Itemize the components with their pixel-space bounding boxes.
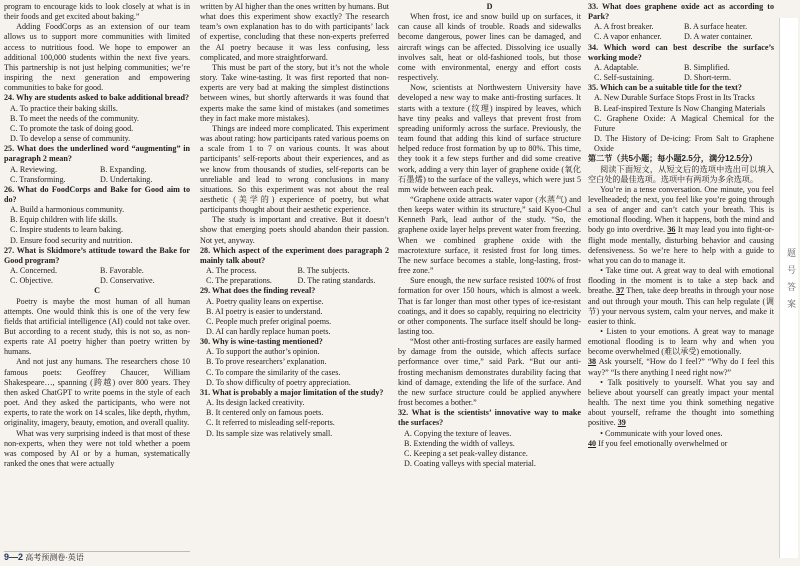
series-title: 高考预测卷·英语 bbox=[25, 553, 84, 562]
question-24: 24. Why are students asked to bake additional bread? bbox=[4, 93, 190, 103]
option[interactable]: C. To compare the similarity of the cases. bbox=[206, 367, 341, 377]
paragraph-text: It may lead you into fight-or-flight mode mentally, disturbing behavior and causing defensiveness. So we’re here to help with a guide to what you can do to manage it. bbox=[588, 225, 775, 265]
option[interactable]: B. Simplified. bbox=[684, 62, 730, 72]
blank-39[interactable]: 39 bbox=[617, 418, 626, 428]
section-2-heading: 第二节（共5小题；每小题2.5分，满分12.5分） bbox=[588, 154, 758, 164]
blank-37[interactable]: 37 bbox=[616, 286, 625, 296]
option[interactable]: B. Favorable. bbox=[100, 266, 144, 276]
paragraph: written by AI higher than the ones written by humans. But what does this experiment show exactly? The research team’s own explanation has to do with participants’ lack of expertise, concluding that these non-experts preferred the AI poetry because it was less confusing, less complicated, and more straightforward. bbox=[200, 2, 389, 62]
paragraph bbox=[588, 357, 774, 377]
question-27: 27. What is Skidmore’s attitude toward the Bake for Good program? bbox=[4, 245, 190, 265]
option[interactable]: A. Its design lacked creativity. bbox=[206, 398, 305, 408]
option[interactable]: A. The process. bbox=[206, 266, 257, 276]
option[interactable]: C. A vapor enhancer. bbox=[594, 32, 662, 42]
option[interactable]: D. The rating standards. bbox=[297, 276, 376, 286]
question-35: 35. Which can be a suitable title for the text? bbox=[588, 83, 742, 93]
option[interactable]: B. Equip children with life skills. bbox=[10, 215, 118, 225]
option[interactable]: A. Copying the texture of leaves. bbox=[404, 428, 512, 438]
section-heading-c: C bbox=[94, 286, 100, 296]
paragraph-text: Then, take deep breaths in through your nose and out through your mouth. This can help regulate (调节) your nervous system, calm your nerves, and make it easier to think. bbox=[588, 286, 774, 326]
paragraph: The study is important and creative. But it doesn’t show that emerging poets should abandon their passion. Not yet, anyway. bbox=[200, 215, 389, 245]
option[interactable]: D. Coating valleys with special material. bbox=[404, 459, 536, 469]
paragraph: program to encourage kids to look closely at what is in their foods and get excited about baking.” bbox=[4, 2, 190, 22]
paragraph: • Communicate with your loved ones. bbox=[600, 428, 723, 438]
option[interactable]: D. Conservative. bbox=[100, 276, 155, 286]
option[interactable]: D. Undertaking. bbox=[100, 174, 153, 184]
question-30: 30. Why is wine-tasting mentioned? bbox=[200, 337, 323, 347]
paragraph: Adding FoodCorps as an extension of our team allows us to support more communities with limited access to nutritious food. We hope to empower an additional 100,000 students within the next five years. This partnership is not just helping communities; we’re inspiring the next generation and empowering communities to bake for good. bbox=[4, 22, 190, 93]
option[interactable]: D. Ensure food security and nutrition. bbox=[10, 235, 133, 245]
option[interactable]: B. Extending the width of valleys. bbox=[404, 438, 515, 448]
column-3 bbox=[398, 2, 581, 469]
option[interactable]: B. The subjects. bbox=[297, 266, 350, 276]
option[interactable]: C. To promote the task of doing good. bbox=[10, 123, 134, 133]
paragraph: Things are indeed more complicated. This experiment was about rating: how participants rated various poems on a scale from 1 to 7 on various counts. It was about participants’ self-reports about their experiences, and as we know from thousands of studies, self-reports can be unreliable and lead to wrong conclusions in many situations. So this experiment was not about the real aesthetic (美学的) experience of poetry, but what participants thought about their aesthetic experience. bbox=[200, 123, 389, 215]
page-footer bbox=[4, 551, 190, 564]
section-heading-d: D bbox=[486, 2, 493, 11]
column-2 bbox=[200, 2, 389, 439]
paragraph: Now, scientists at Northwestern University have developed a new way to make anti-frosting surfaces. It starts with a texture (纹理) inspired by leaves, which have tiny peaks and valleys that prevent frost from spreading uniformly across the surface. Previously, the team found that adding this kind of surface structure helped reduce frost formation by up to 80%. This time, they took it a few steps further and did some creative work, adding a very thin layer of graphene oxide (氧化石墨烯) to the surface of the valleys, which were just 5 mm wide between each peak. bbox=[398, 83, 581, 194]
option[interactable]: A. To support the author’s opinion. bbox=[206, 347, 320, 357]
option[interactable]: A. Reviewing. bbox=[10, 164, 57, 174]
option[interactable]: B. To meet the needs of the community. bbox=[10, 113, 139, 123]
paragraph: Poetry is maybe the most human of all human attempts. One would think this is one of the very few fields that artificial intelligence (AI) could not take over. But according to a recent study, this is not so, as non-experts rate AI poetry higher than poetry written by humans. bbox=[4, 296, 190, 357]
option[interactable]: D. Its sample size was relatively small. bbox=[206, 428, 333, 438]
column-1 bbox=[4, 2, 190, 469]
option[interactable]: C. Transforming. bbox=[10, 174, 66, 184]
option[interactable]: D. A water container. bbox=[684, 32, 753, 42]
question-33: 33. What does graphene oxide act as according to Park? bbox=[588, 2, 774, 22]
blank-40[interactable]: 40 bbox=[588, 438, 597, 448]
paragraph: What was very surprising indeed is that most of these non-experts, when they were not told whether a poem was composed by AI or by a human, systematically ranked the ones that were actually bbox=[4, 428, 190, 469]
question-28: 28. Which aspect of the experiment does paragraph 2 mainly talk about? bbox=[200, 245, 389, 265]
option[interactable]: A. Poetry quality leans on expertise. bbox=[206, 296, 324, 306]
paragraph bbox=[588, 266, 774, 327]
option[interactable]: B. Expanding. bbox=[100, 164, 147, 174]
option[interactable]: C. Graphene Oxide: A Magical Chemical for the Future bbox=[594, 113, 774, 133]
column-4 bbox=[588, 2, 774, 449]
option[interactable]: D. AI can hardly replace human poets. bbox=[206, 327, 331, 336]
option[interactable]: B. AI poetry is easier to understand. bbox=[206, 306, 323, 316]
blank-36[interactable]: 36 bbox=[667, 225, 676, 235]
blank-38[interactable]: 38 bbox=[588, 357, 597, 367]
sidebar-label: 题号答案 bbox=[785, 248, 795, 316]
option[interactable]: D. To develop a sense of community. bbox=[10, 134, 131, 144]
paragraph: “Graphene oxide attracts water vapor (水蒸气) and then keeps water within its structure,” said Kyoo-Chul Kenneth Park, lead author of the study. “So, the graphene oxide layer helps prevent water from freezing. When we combined graphene oxide with the macrotexture surface, it resisted frost for long times. The new surface becomes a stable, long-lasting, frost-free zone.” bbox=[398, 194, 581, 276]
paragraph bbox=[588, 378, 774, 429]
question-29: 29. What does the finding reveal? bbox=[200, 286, 316, 296]
paragraph bbox=[588, 439, 774, 449]
question-31: 31. What is probably a major limitation of the study? bbox=[200, 387, 384, 397]
option[interactable]: A. New Durable Surface Stops Frost in Its Tracks bbox=[594, 93, 755, 103]
option[interactable]: B. Leaf-inspired Texture Is Now Changing Materials bbox=[594, 103, 766, 113]
option[interactable]: A. Concerned. bbox=[10, 266, 57, 276]
option[interactable]: C. The preparations. bbox=[206, 276, 272, 286]
paragraph: When frost, ice and snow build up on surfaces, it can cause all kinds of trouble. Roads and sidewalks become dangerous, power lines can be damaged, and aircraft wings can be affected. Dissolving ice usually involves salt, heat or old-fashioned tools, but those come with environmental, energy and effort costs respectively. bbox=[398, 12, 581, 83]
option[interactable]: C. It referred to misleading self-reports. bbox=[206, 418, 335, 428]
option[interactable]: B. A surface heater. bbox=[684, 22, 748, 32]
page-number: 9—2 bbox=[4, 552, 24, 562]
option[interactable]: A. Adaptable. bbox=[594, 62, 639, 72]
paragraph-text: • Take time out. A great way to deal with emotional flooding in the moment is to take a step back and breathe. bbox=[588, 266, 774, 296]
paragraph bbox=[588, 185, 774, 266]
option[interactable]: D. The History of De-icing: From Salt to Graphene Oxide bbox=[594, 134, 774, 154]
option[interactable]: A. Build a harmonious community. bbox=[10, 205, 125, 215]
paragraph-text: You’re in a tense conversation. One minute, you feel levelheaded; the next, you feel like you’re going through a sea of anger and can’t catch your breath. This is emotional flooding. When it happens, both the mind and body go into overdrive. bbox=[588, 184, 774, 235]
option[interactable]: D. To show difficulty of poetry appreciation. bbox=[206, 377, 351, 387]
question-32: 32. What is the scientists’ innovative way to make the surfaces? bbox=[398, 408, 581, 428]
option[interactable]: D. Short-term. bbox=[684, 73, 731, 83]
question-26: 26. What do FoodCorps and Bake for Good aim to do? bbox=[4, 184, 190, 204]
option[interactable]: C. Objective. bbox=[10, 276, 53, 286]
option[interactable]: B. To prove researchers’ explanation. bbox=[206, 357, 327, 367]
option[interactable]: B. It centered only on famous poets. bbox=[206, 408, 324, 418]
answer-sidebar bbox=[779, 18, 798, 558]
paragraph: • Listen to your emotions. A great way to manage emotional flooding is to learn why and when you become overwhelmed (难以承受) emotionally. bbox=[588, 327, 774, 357]
question-34: 34. Which word can best describe the surface’s working mode? bbox=[588, 42, 774, 62]
option[interactable]: C. Self-sustaining. bbox=[594, 73, 655, 83]
question-25: 25. What does the underlined word “augmenting” in paragraph 2 mean? bbox=[4, 144, 190, 164]
option[interactable]: C. Inspire students to learn baking. bbox=[10, 225, 124, 235]
option[interactable]: A. To practice their baking skills. bbox=[10, 103, 118, 113]
section-2-instructions: 阅读下面短文，从短文后的选项中选出可以填入空白处的最佳选项。选项中有两项为多余选项。 bbox=[588, 164, 774, 184]
paragraph-text: If you feel emotionally overwhelmed or bbox=[598, 438, 728, 448]
option[interactable]: A. A frost breaker. bbox=[594, 22, 654, 32]
option[interactable]: C. People much prefer original poems. bbox=[206, 316, 332, 326]
paragraph: Sure enough, the new surface resisted 100% of frost formation for over 150 hours, which is almost a week. That is far longer than most other types of ice-resistant coatings, and it does so capably, requiring no electricity or other components. The surface itself should be long-lasting too. bbox=[398, 276, 581, 336]
paragraph: This must be part of the story, but it’s not the whole story. Take wine-tasting. It was first reported that non-experts are very bad at making the simplest distinctions between wines, but shortly afterwards it was found that experts make the same kind of mistakes (and sometimes they in fact make more mistakes). bbox=[200, 62, 389, 123]
option[interactable]: C. Keeping a set peak-valley distance. bbox=[404, 448, 528, 458]
paragraph: And not just any humans. The researchers chose 10 famous poets: Geoffrey Chaucer, William Shakespeare…, spanning (跨越) over 800 years. They then asked ChatGPT to write poems in the style of each poet. And they asked the participants, who were not experts, to rate the work on 14 scales, like depth, rhythm, originality, imagery, beauty, emotion, and overall quality. bbox=[4, 357, 190, 428]
paragraph: “Most other anti-frosting surfaces are easily harmed by damage from the outside, which affects surface performance over time,” said Park. “But our anti-frosting mechanism demonstrates durability facing that kind of damage, extending the life of the surface. And the new surface structure could be applied anywhere frost becomes a bother.” bbox=[398, 337, 581, 408]
paragraph-text: Ask yourself, “How do I feel?” “Why do I feel this way?” “Is there anything I need right now?” bbox=[588, 357, 774, 377]
paragraph-text: • Talk positively to yourself. What you say and believe about yourself can greatly impact your mental health. The next time you think something negative about yourself, reframe the thought into something positive. bbox=[588, 377, 774, 428]
